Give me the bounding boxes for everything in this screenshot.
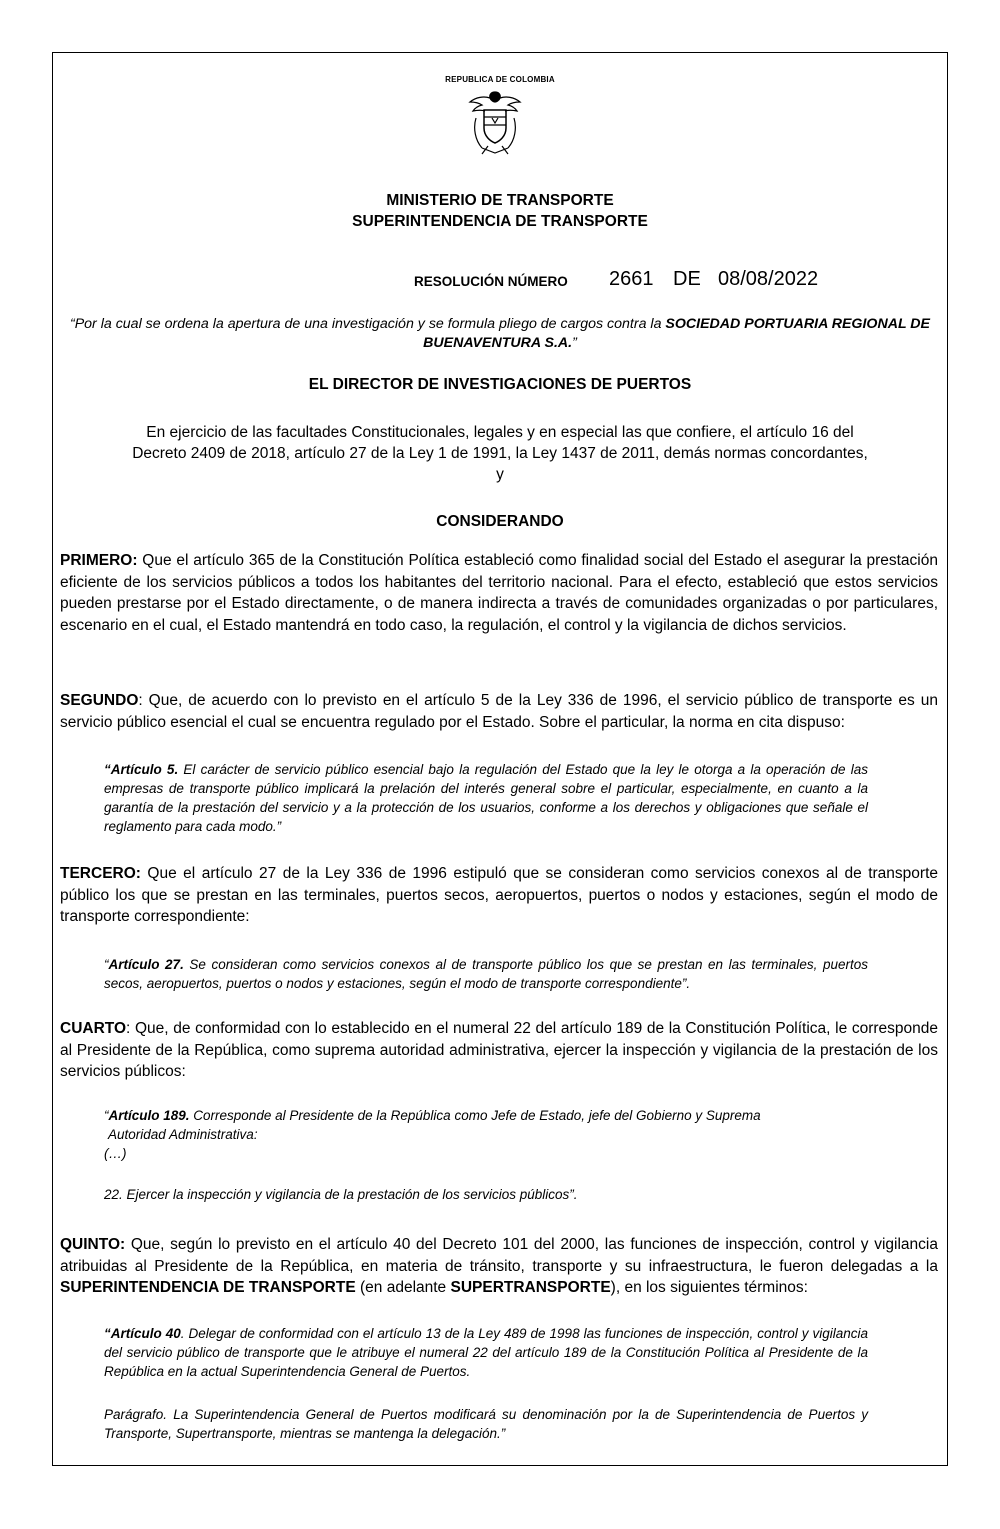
quinto-text-2: (en adelante	[355, 1279, 451, 1296]
segundo-quote-text: El carácter de servicio público esencial bajo la regulación del Estado que la ley le otorga a la operación de las empresas de transporte público implicará la prelación del interés general sobre el particular, especialmente, en cuanto a la garantía de la prestación del servicio y a la protección de los usuarios, conforme a los derechos y obligaciones que señale el reglamento para cada modo.”	[104, 762, 868, 834]
resolution-date: 08/08/2022	[718, 268, 819, 290]
tercero-quote-open: “	[104, 957, 109, 972]
cuarto-quote	[104, 1106, 868, 1204]
tercero-quote	[104, 955, 868, 993]
powers-line-3: y	[496, 466, 504, 483]
primero-text: Que el artículo 365 de la Constitución Política estableció como finalidad social del Estado el asegurar la prestación eficiente de los servicios públicos a todos los habitantes del territorio nacional. Para el efecto, estableció que estos servicios pueden prestarse por el Estado directamente, o de manera indirecta a través de comunidades organizadas o por particulares, escenario en el cual, el Estado mantendrá en todo caso, la regulación, el control y la vigilancia de dichos servicios.	[60, 552, 938, 634]
quinto-quote-text: . Delegar de conformidad con el artículo 13 de la Ley 489 de 1998 las funciones de inspección, control y vigilancia del servicio público de transporte que le atribuye el numeral 22 del artículo 189 de la Constitución Política al Presidente de la República en la actual Superintendencia General de Puertos.	[104, 1326, 868, 1379]
director-title: EL DIRECTOR DE INVESTIGACIONES DE PUERTOS	[308, 376, 692, 393]
primero-paragraph	[60, 550, 938, 636]
resolution-number: 2661	[609, 268, 654, 290]
segundo-text: : Que, de acuerdo con lo previsto en el artículo 5 de la Ley 336 de 1996, el servicio público de transporte es un servicio público esencial el cual se encuentra regulado por el Estado. Sobre el particular, la norma en cita dispuso:	[60, 692, 938, 731]
powers-line-2: Decreto 2409 de 2018, artículo 27 de la Ley 1 de 1991, la Ley 1437 de 2011, demás normas concordantes,	[132, 445, 868, 462]
coat-of-arms-icon	[466, 88, 524, 158]
ministry-name: MINISTERIO DE TRANSPORTE	[386, 192, 614, 209]
quinto-bold-1: SUPERINTENDENCIA DE TRANSPORTE	[60, 1279, 356, 1296]
ministry-heading	[0, 190, 1000, 232]
quinto-label: QUINTO:	[60, 1236, 126, 1253]
cuarto-quote-ellipsis: (…)	[104, 1146, 127, 1161]
primero-label: PRIMERO:	[60, 552, 138, 569]
segundo-label: SEGUNDO	[60, 692, 139, 709]
quinto-text-1: Que, según lo previsto en el artículo 40 del Decreto 101 del 2000, las funciones de inspección, control y vigilancia atribuidas al Presidente de la República, en materia de tránsito, transporte y su infraestructura, le fueron delegadas a la	[60, 1236, 938, 1275]
cuarto-quote-line2: Autoridad Administrativa:	[108, 1127, 258, 1142]
tercero-quote-text: Se consideran como servicios conexos al de transporte público los que se prestan en las terminales, puertos secos, aeropuertos, puertos o nodos y estaciones, según el modo de transporte correspondiente”.	[104, 957, 868, 991]
cuarto-quote-item: 22. Ejercer la inspección y vigilancia de la prestación de los servicios públicos”.	[104, 1187, 578, 1202]
superintendence-name: SUPERINTENDENCIA DE TRANSPORTE	[352, 213, 648, 230]
quinto-paragraph-note: Parágrafo. La Superintendencia General de Puertos modificará su denominación por la de Superintendencia de Puertos y Transporte, Supertransporte, mientras se mantenga la delegación.”	[104, 1407, 868, 1441]
quinto-paragraph	[60, 1234, 938, 1299]
resolution-subject	[62, 315, 938, 353]
resolution-label: RESOLUCIÓN NÚMERO	[414, 274, 568, 289]
quinto-quote	[104, 1324, 868, 1381]
considering-heading: CONSIDERANDO	[436, 513, 564, 530]
tercero-paragraph	[60, 863, 938, 928]
cuarto-label: CUARTO	[60, 1020, 127, 1037]
cuarto-paragraph	[60, 1018, 938, 1083]
cuarto-quote-line-1	[104, 1106, 868, 1125]
resolution-de: DE	[673, 268, 701, 290]
powers-line-1: En ejercicio de las facultades Constitucionales, legales y en especial las que confiere, el artículo 16 del	[146, 424, 854, 441]
subject-close: ”	[572, 335, 577, 351]
tercero-text: Que el artículo 27 de la Ley 336 de 1996 estipuló que se consideran como servicios conexos al de transporte público los que se prestan en las terminales, puertos secos, aeropuertos, puertos o nodos y estaciones, según el modo de transporte correspondiente:	[60, 865, 938, 925]
quinto-text-3: ), en los siguientes términos:	[610, 1279, 808, 1296]
cuarto-text: : Que, de conformidad con lo establecido en el numeral 22 del artículo 189 de la Constitución Política, le corresponde al Presidente de la República, como suprema autoridad administrativa, ejercer la inspección y vigilancia de la prestación de los servicios públicos:	[60, 1020, 938, 1080]
tercero-label: TERCERO:	[60, 865, 141, 882]
cuarto-quote-label: Artículo 189.	[108, 1108, 190, 1123]
powers-statement	[100, 422, 900, 485]
country-name: REPUBLICA DE COLOMBIA	[445, 75, 555, 84]
segundo-quote	[104, 760, 868, 836]
cuarto-quote-line1: Corresponde al Presidente de la República como Jefe de Estado, jefe del Gobierno y Suprema	[189, 1108, 761, 1123]
cuarto-quote-open: “	[104, 1108, 109, 1123]
quinto-quote-label: “Artículo 40	[104, 1326, 181, 1341]
quinto-bold-2: SUPERTRANSPORTE	[450, 1279, 611, 1296]
tercero-quote-label: Artículo 27.	[108, 957, 184, 972]
segundo-quote-label: “Artículo 5.	[104, 762, 179, 777]
subject-text: “Por la cual se ordena la apertura de una investigación y se formula pliego de cargos contra la	[69, 316, 666, 332]
segundo-paragraph	[60, 690, 938, 733]
subject-entity: SOCIEDAD PORTUARIA REGIONAL DE BUENAVENTURA S.A.	[423, 316, 931, 351]
